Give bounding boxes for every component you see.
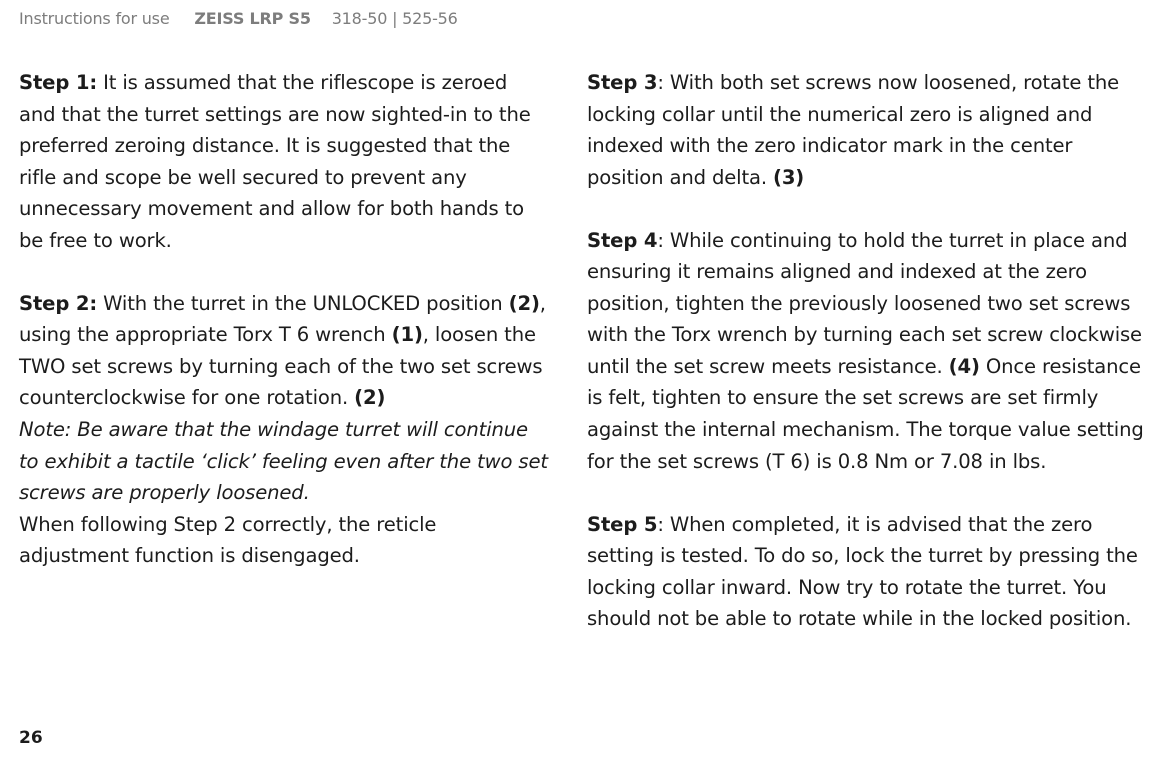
step-2-label: Step 2: [19, 291, 98, 315]
header-doc-type: Instructions for use [19, 9, 170, 28]
step-3-ref: (3) [773, 165, 805, 189]
header-brand: ZEISS LRP S5 [194, 9, 311, 28]
step-5-label: Step 5 [587, 512, 658, 536]
step-2-text-a: With the turret in the UNLOCKED position [97, 291, 509, 315]
step-4-text-a: : While continuing to hold the turret in place and ensuring it remains aligned and indexed at the zero position, tighten the previously loosened two set screws with the Torx wrench by turning each set screw clockwise until the set screw meets resistance. [587, 228, 1142, 378]
step-5-text: : When completed, it is advised that the zero setting is tested. To do so, lock the turret by pressing the locking collar inward. Now try to rotate the turret. You should not be able to rotate while in the locked position. [587, 512, 1138, 631]
step-3-label: Step 3 [587, 71, 658, 94]
note-text: Note: Be aware that the windage turret will continue to exhibit a tactile ‘click’ feeling even after the two set screws are properly loosened. [19, 418, 548, 505]
header-separator: | [392, 9, 398, 28]
note-followup-paragraph: When following Step 2 correctly, the reticle adjustment function is disengaged. [19, 512, 437, 568]
step-4-label: Step 4 [587, 228, 658, 252]
step-2-paragraph [19, 288, 549, 414]
running-header [19, 9, 458, 28]
step-1-label: Step 1: [19, 71, 98, 94]
page-number: 26 [19, 728, 43, 748]
step-2-text-b: , using the appropriate Torx T 6 wrench [19, 291, 546, 347]
header-model-b: 525-56 [402, 9, 458, 28]
step-5-paragraph [587, 509, 1147, 635]
step-2-text-c: , loosen the TWO set screws by turning each of the two set screws counterclockwise for one rotation. [19, 323, 543, 410]
step-3-paragraph [587, 67, 1147, 193]
header-model-a: 318-50 [331, 9, 388, 28]
step-2-ref-a: (2) [508, 291, 540, 315]
step-1-text: It is assumed that the riflescope is zeroed and that the turret settings are now sighted-in to the preferred zeroing distance. It is suggested that the rifle and scope be well secured to prevent any unnecessary movement and allow for both hands to be free to work. [19, 71, 531, 252]
step-4-ref: (4) [948, 354, 980, 378]
step-3-text: : With both set screws now loosened, rotate the locking collar until the numerical zero is aligned and indexed with the zero indicator mark in the center position and delta. [587, 71, 1120, 189]
step-1-paragraph [19, 67, 549, 256]
note-paragraph [19, 414, 549, 509]
step-4-paragraph [587, 225, 1147, 477]
right-column [587, 67, 1147, 635]
step-2-ref-c: (2) [354, 386, 386, 410]
step-4-text-b: Once resistance is felt, tighten to ensure the set screws are set firmly against the internal mechanism. The torque value setting for the set screws (T 6) is 0.8 Nm or 7.08 in lbs. [587, 354, 1144, 473]
left-column [19, 67, 549, 572]
step-2-ref-b: (1) [391, 323, 423, 347]
